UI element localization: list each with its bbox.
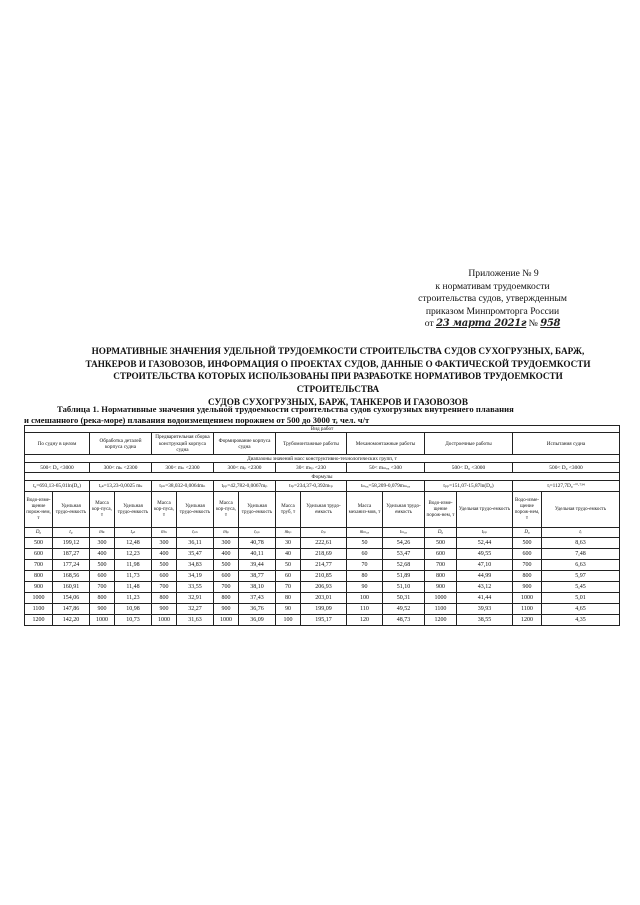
table-cell: 5,45 (542, 582, 620, 593)
appendix-line-2: строительства судов, утвержденным (418, 293, 567, 305)
symbol-cell: tᵢ (542, 528, 620, 538)
table-cell: 154,06 (53, 593, 90, 604)
range-cell: 30< mₜₚ <230 (276, 463, 347, 473)
subheader-cell: Удельная трудо-емкость (239, 492, 276, 528)
formula-cell: tₚₚ=42,782-0,0067mₚ (214, 481, 276, 492)
header-row-vid (25, 426, 620, 433)
table-cell: 11,48 (115, 582, 152, 593)
subheader-cell: Удельная трудо-емкость (301, 492, 347, 528)
table-cell: 31,63 (177, 615, 214, 626)
table-cell: 210,85 (301, 571, 347, 582)
table-cell: 110 (347, 604, 383, 615)
table-cell: 800 (90, 593, 115, 604)
order-date-handwritten: 23 марта 2021г (436, 318, 527, 330)
symbol-cell: tₜₚ (301, 528, 347, 538)
table-cell: 800 (425, 571, 457, 582)
header-row-symbols (25, 528, 620, 538)
symbol-cell: tₘₑₓ (383, 528, 425, 538)
table-cell: 700 (152, 582, 177, 593)
table-cell: 34,83 (177, 560, 214, 571)
table-cell: 50 (347, 538, 383, 549)
table-cell: 80 (347, 571, 383, 582)
table-cell: 400 (214, 549, 239, 560)
table-cell: 11,73 (115, 571, 152, 582)
table-cell: 35,47 (177, 549, 214, 560)
title-line-2: ТАНКЕРОВ И ГАЗОВОЗОВ, ИНФОРМАЦИЯ О ПРОЕКТАХ СУДОВ, ДАННЫЕ О ФАКТИЧЕСКОЙ ТРУДОЕМКОСТИ (85, 358, 591, 369)
table-cell: 1200 (425, 615, 457, 626)
table-cell: 36,09 (239, 615, 276, 626)
formula-cell: tₚₙ=38,032-0,0064mₙ (152, 481, 214, 492)
group-header-cell: По судну в целом (25, 433, 90, 455)
subheader-cell: Удельная трудо-емкость (457, 492, 513, 528)
title-line-1: НОРМАТИВНЫЕ ЗНАЧЕНИЯ УДЕЛЬНОЙ ТРУДОЕМКОСТИ СТРОИТЕЛЬСТВА СУДОВ СУХОГРУЗНЫХ, БАРЖ, (91, 346, 585, 356)
table-cell: 36,11 (177, 538, 214, 549)
caption-line-1: Таблица 1. Нормативные значения удельной трудоемкости строительства судов сухогрузных внутреннего плавания (57, 404, 514, 414)
table-cell: 177,24 (53, 560, 90, 571)
formulas-header-cell: Формулы (25, 473, 620, 481)
table-cell: 49,55 (457, 549, 513, 560)
table-cell: 900 (25, 582, 53, 593)
table-cell: 1000 (214, 615, 239, 626)
table-cell: 38,55 (457, 615, 513, 626)
table-cell: 48,73 (383, 615, 425, 626)
table-cell: 900 (152, 604, 177, 615)
table-cell: 38,77 (239, 571, 276, 582)
group-header-cell: Формирование корпуса судна (214, 433, 276, 455)
table-cell: 11,23 (115, 593, 152, 604)
table-cell: 800 (513, 571, 542, 582)
group-header-cell: Испытания судна (513, 433, 620, 455)
subheader-cell: Удельная трудо-емкость (53, 492, 90, 528)
table-cell: 52,44 (457, 538, 513, 549)
table-cell: 500 (152, 560, 177, 571)
table-cell: 38,10 (239, 582, 276, 593)
table-cell: 51,89 (383, 571, 425, 582)
subheader-cell: Водо-изме-щение порож-нем, т (513, 492, 542, 528)
table-cell: 700 (214, 582, 239, 593)
table-cell: 700 (425, 560, 457, 571)
table-cell: 500 (25, 538, 53, 549)
table-cell: 52,68 (383, 560, 425, 571)
table-cell: 10,98 (115, 604, 152, 615)
subheader-cell: Масса механиз-мов, т (347, 492, 383, 528)
subheader-cell: Масса кор-пуса, т (152, 492, 177, 528)
symbol-cell: tₚₚ (457, 528, 513, 538)
formula-cell: tᵢ=1127,7D₀⁻⁰·⁷³⁴ (513, 481, 620, 492)
title-line-4: СУДОВ СУХОГРУЗНЫХ, БАРЖ, ТАНКЕРОВ И ГАЗОВОЗОВ (208, 396, 468, 407)
range-header-cell: Диапазоны значений масс конструктивно-технологических групп, т (25, 455, 620, 463)
table-cell: 53,47 (383, 549, 425, 560)
symbol-cell: t₀ (53, 528, 90, 538)
header-row-formulas-title (25, 473, 620, 481)
subheader-cell: Удельная трудо-емкость (383, 492, 425, 528)
norms-table (24, 425, 620, 626)
table-cell: 600 (214, 571, 239, 582)
table-cell: 50 (276, 560, 301, 571)
title-line-3: СТРОИТЕЛЬСТВА КОТОРЫХ ИСПОЛЬЗОВАНЫ ПРИ РАЗРАБОТКЕ НОРМАТИВОВ ТРУДОЕМКОСТИ СТРОИТЕЛЬСТВА (113, 371, 563, 395)
table-cell: 900 (214, 604, 239, 615)
header-row-range-title (25, 455, 620, 463)
appendix-title: Приложение № 9 (468, 268, 539, 279)
appendix-order-line (395, 318, 590, 331)
table-cell: 600 (425, 549, 457, 560)
table-row (25, 615, 620, 626)
table-cell: 60 (276, 571, 301, 582)
table-cell: 1000 (152, 615, 177, 626)
table-cell: 199,09 (301, 604, 347, 615)
table-cell: 900 (90, 604, 115, 615)
table-row (25, 571, 620, 582)
table-cell: 32,27 (177, 604, 214, 615)
group-header-cell: Предварительная сборка конструкций корпуса судна (152, 433, 214, 455)
range-cell: 300< mₙ <2300 (152, 463, 214, 473)
range-cell: 300< mₚ <2300 (214, 463, 276, 473)
subheader-cell: Масса кор-пуса, т (214, 492, 239, 528)
table-cell: 5,01 (542, 593, 620, 604)
subheader-cell: Удельная трудо-емкость (542, 492, 620, 528)
header-vid-cell: Вид работ (25, 426, 620, 433)
table-cell: 33,55 (177, 582, 214, 593)
table-cell: 600 (152, 571, 177, 582)
formula-cell: tₚₚ=151,07-15,87ln(D₀) (425, 481, 513, 492)
formula-cell: t₀=693,13-65,01ln(D₀) (25, 481, 90, 492)
table-cell: 12,23 (115, 549, 152, 560)
header-row-subheaders (25, 492, 620, 528)
table-cell: 214,77 (301, 560, 347, 571)
symbol-cell: mₙ (152, 528, 177, 538)
table-cell: 100 (276, 615, 301, 626)
table-cell: 44,99 (457, 571, 513, 582)
symbol-cell: D₀ (425, 528, 457, 538)
table-cell: 400 (152, 549, 177, 560)
formula-cell: tₘₑₓ=58,209-0,079mₘₑₓ (347, 481, 425, 492)
range-cell: 500< D₀ <3000 (425, 463, 513, 473)
range-cell: 300< mₖ <2300 (90, 463, 152, 473)
table-cell: 700 (513, 560, 542, 571)
subheader-cell: Водо-изме-щение порож-нем, т (425, 492, 457, 528)
table-row (25, 582, 620, 593)
table-cell: 60 (347, 549, 383, 560)
caption-line-2: и смешанного (река-море) плавания водоизмещением порожнем от 500 до 3000 т, чел. ч/т (24, 414, 370, 425)
table-cell: 500 (214, 560, 239, 571)
table-cell: 600 (513, 549, 542, 560)
table-cell: 218,69 (301, 549, 347, 560)
table-cell: 1100 (513, 604, 542, 615)
table-cell: 1000 (25, 593, 53, 604)
symbol-cell: tₒₖ (115, 528, 152, 538)
subheader-cell: Масса труб, т (276, 492, 301, 528)
group-header-cell: Достроечные работы (425, 433, 513, 455)
group-header-cell: Обработка деталей корпуса судна (90, 433, 152, 455)
table-cell: 147,86 (53, 604, 90, 615)
table-cell: 300 (214, 538, 239, 549)
table-row (25, 538, 620, 549)
subheader-cell: Удельная трудо-емкость (115, 492, 152, 528)
table-cell: 41,44 (457, 593, 513, 604)
table-cell: 142,20 (53, 615, 90, 626)
table-cell: 100 (347, 593, 383, 604)
table-row (25, 549, 620, 560)
table-cell: 49,52 (383, 604, 425, 615)
table-cell: 300 (90, 538, 115, 549)
table-cell: 4,65 (542, 604, 620, 615)
table-cell: 30 (276, 538, 301, 549)
table-cell: 54,26 (383, 538, 425, 549)
table-cell: 500 (90, 560, 115, 571)
table-cell: 800 (152, 593, 177, 604)
table-cell: 4,35 (542, 615, 620, 626)
table-row (25, 593, 620, 604)
table-cell: 160,91 (53, 582, 90, 593)
appendix-line-3: приказом Минпромторга России (425, 305, 560, 317)
symbol-cell: mₘₑₓ (347, 528, 383, 538)
header-row-groups (25, 433, 620, 455)
table-cell: 90 (276, 604, 301, 615)
table-cell: 700 (90, 582, 115, 593)
table-cell: 32,91 (177, 593, 214, 604)
table-cell: 40,11 (239, 549, 276, 560)
group-header-cell: Трубомонтажные работы (276, 433, 347, 455)
table-cell: 222,61 (301, 538, 347, 549)
table-cell: 120 (347, 615, 383, 626)
appendix-line-1: к нормативам трудоемкости (435, 280, 550, 292)
table-cell: 40 (276, 549, 301, 560)
order-number-handwritten: 958 (540, 318, 561, 330)
symbol-cell: mₜₚ (276, 528, 301, 538)
table-cell: 500 (513, 538, 542, 549)
table-cell: 400 (90, 549, 115, 560)
table-cell: 11,98 (115, 560, 152, 571)
table-cell: 300 (152, 538, 177, 549)
subheader-cell: Удельная трудо-емкость (177, 492, 214, 528)
order-prefix: от (424, 318, 434, 330)
table-cell: 195,17 (301, 615, 347, 626)
table-cell: 90 (347, 582, 383, 593)
range-cell: 500< D₀ <3000 (513, 463, 620, 473)
table-cell: 51,10 (383, 582, 425, 593)
table-cell: 36,76 (239, 604, 276, 615)
header-row-ranges (25, 463, 620, 473)
symbol-cell: mₚ (214, 528, 239, 538)
table-cell: 500 (425, 538, 457, 549)
order-number-label: № (528, 318, 538, 330)
table-cell: 8,63 (542, 538, 620, 549)
appendix-block (395, 268, 590, 331)
symbol-cell: mₖ (90, 528, 115, 538)
table-cell: 206,93 (301, 582, 347, 593)
symbol-cell: tₚₚ (239, 528, 276, 538)
table-cell: 1000 (425, 593, 457, 604)
table-cell: 40,78 (239, 538, 276, 549)
table-cell: 39,44 (239, 560, 276, 571)
table-row (25, 604, 620, 615)
table-cell: 70 (276, 582, 301, 593)
table-cell: 50,31 (383, 593, 425, 604)
table-cell: 168,56 (53, 571, 90, 582)
formula-cell: tₜₚ=234,37-0,392mₜₚ (276, 481, 347, 492)
table-cell: 600 (90, 571, 115, 582)
table-cell: 47,10 (457, 560, 513, 571)
table-cell: 37,43 (239, 593, 276, 604)
range-cell: 50< mₘₑₓ <300 (347, 463, 425, 473)
table-cell: 70 (347, 560, 383, 571)
table-cell: 6,63 (542, 560, 620, 571)
group-header-cell: Механомонтажные работы (347, 433, 425, 455)
table-cell: 43,12 (457, 582, 513, 593)
symbol-cell: D₀ (513, 528, 542, 538)
table-cell: 1100 (25, 604, 53, 615)
table-cell: 203,01 (301, 593, 347, 604)
table-cell: 10,73 (115, 615, 152, 626)
table-cell: 7,48 (542, 549, 620, 560)
subheader-cell: Масса кор-пуса, т (90, 492, 115, 528)
table-cell: 5,97 (542, 571, 620, 582)
table-cell: 1200 (513, 615, 542, 626)
subheader-cell: Водо-изме-щение порож-нем, т (25, 492, 53, 528)
table-cell: 80 (276, 593, 301, 604)
table-cell: 700 (25, 560, 53, 571)
table-cell: 800 (25, 571, 53, 582)
table-cell: 34,19 (177, 571, 214, 582)
table-cell: 900 (425, 582, 457, 593)
table-cell: 39,93 (457, 604, 513, 615)
table-cell: 900 (513, 582, 542, 593)
table-row (25, 560, 620, 571)
table-cell: 199,12 (53, 538, 90, 549)
table-cell: 187,27 (53, 549, 90, 560)
table-cell: 800 (214, 593, 239, 604)
document-title (78, 345, 598, 409)
table-cell: 600 (25, 549, 53, 560)
formula-cell: tₒₖ=13,23-0,0025 mₖ (90, 481, 152, 492)
table-cell: 1000 (90, 615, 115, 626)
range-cell: 500< D₀ <3000 (25, 463, 90, 473)
table-caption (24, 404, 619, 425)
header-row-formulas (25, 481, 620, 492)
table-cell: 1000 (513, 593, 542, 604)
table-cell: 12,48 (115, 538, 152, 549)
table-cell: 1100 (425, 604, 457, 615)
symbol-cell: tₚₙ (177, 528, 214, 538)
symbol-cell: D₀ (25, 528, 53, 538)
table-cell: 1200 (25, 615, 53, 626)
